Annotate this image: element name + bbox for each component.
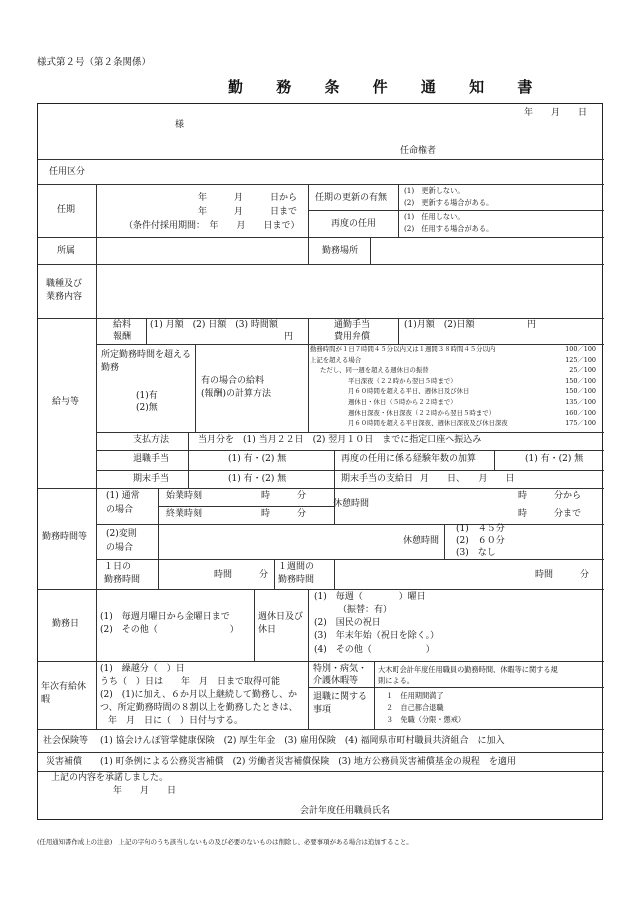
break-time-label-2: 休憩時間 (403, 536, 440, 546)
leave-line-4: つ、所定勤務時間の８割以上を勤務したときは、 (100, 703, 298, 713)
weekly-hours-value: 時間 分 (535, 570, 590, 580)
commute-options: (1)月額 (2)日額 (404, 320, 475, 330)
notice-form (37, 103, 603, 820)
salary-label-1: 給料 (113, 320, 132, 330)
salary-yen: 円 (284, 332, 294, 342)
holiday-label-2: 休日 (258, 625, 277, 635)
leave-line-3: (2) (1)に加え、６か月以上継続して勤務し、か (100, 690, 298, 700)
insurance-text: (1) 協会けんぽ管掌健康保険 (2) 厚生年金 (3) 雇用保険 (4) 福岡県市町村職員共済組合 に加入 (100, 736, 505, 746)
break-time-to: 時 分まで (518, 509, 582, 519)
job-label-1: 職種及び (46, 279, 83, 289)
bonus-label: 期末手当 (133, 474, 170, 484)
experience-add-label: 再度の任用に係る経験年数の加算 (341, 454, 477, 464)
overtime-no: (2)無 (136, 403, 158, 413)
term-from: 年 月 日から (198, 193, 298, 203)
addressee-label: 様 (175, 120, 185, 130)
insurance-label: 社会保険等 (43, 736, 89, 746)
holiday-label-1: 週休日及び (258, 612, 304, 622)
form-number: 様式第２号（第２条関係） (37, 57, 152, 68)
workdays-label: 勤務日 (52, 619, 80, 629)
special-leave-rule-2: 則による。 (378, 676, 414, 685)
acceptance-date: 年 月 日 (113, 786, 177, 796)
salary-label-2: 報酬 (113, 332, 132, 342)
commute-yen: 円 (527, 320, 537, 330)
rate-table (310, 345, 602, 431)
calc-label-1: 有の場合の給料 (201, 376, 265, 386)
rate-value: 100／100 (565, 345, 596, 353)
rate-condition: 平日深夜（２２時から翌日５時まで） (348, 376, 457, 385)
footnote: (任用通知書作成上の注意) 上記の字句のうち該当しないもの及び必要のないものは削除し、必要事項がある場合は追加すること。 (37, 838, 413, 846)
calc-label-2: (報酬)の計算方法 (201, 389, 272, 399)
break-option-3: (3) なし (456, 548, 496, 558)
leave-line-2: うち（ ）日は 年 月 日まで取得可能 (100, 677, 281, 687)
rate-condition: 週休日・休日（５時から２２時まで） (348, 398, 457, 406)
irregular-label-1: (2)変則 (106, 529, 137, 539)
daily-hours-value: 時間 分 (214, 570, 269, 580)
payment-method-label: 支払方法 (133, 435, 170, 445)
rate-condition: 月６０時間を超える平日深夜、週休日深夜及び休日深夜 (348, 419, 508, 428)
workplace-label: 勤務場所 (322, 246, 359, 256)
hours-label: 勤務時間等 (42, 532, 88, 542)
signer-label: 会計年度任用職員氏名 (300, 806, 391, 816)
rate-condition: ただし、同一週を超える週休日の振替 (320, 366, 429, 375)
rate-value: 150／100 (565, 387, 596, 396)
conditional-period: （条件付採用期間： 年 月 日まで） (124, 221, 300, 231)
leave-line-5: 年 月 日に（ ）日付与する。 (108, 716, 244, 726)
rate-value: 160／100 (565, 408, 596, 417)
issue-date: 年 月 日 (524, 108, 588, 118)
rate-value: 150／100 (565, 376, 596, 385)
experience-add-options: (1) 有・(2) 無 (525, 454, 584, 464)
bonus-options: (1) 有・(2) 無 (228, 474, 287, 484)
retirement-matters-label-1: 退職に関する (313, 692, 368, 702)
renewal-option-2: (2) 更新する場合がある。 (404, 198, 494, 207)
retirement-item-3: ３ 免職（分限・懲戒） (386, 715, 466, 724)
rate-condition: 週休日深夜・休日深夜（２２時から翌日５時まで） (348, 408, 495, 417)
rate-value: 135／100 (565, 398, 596, 406)
break-time-from: 時 分から (518, 491, 582, 501)
commute-label-2: 費用弁償 (334, 332, 371, 342)
special-leave-label-2: 介護休暇等 (313, 676, 359, 686)
term-label: 任期 (57, 205, 76, 215)
weekly-hours-label-1: １週間の (278, 562, 315, 572)
holiday-transfer: （振替：有） (338, 605, 393, 615)
holiday-option-4: (4) その他（ ） (314, 645, 435, 655)
belong-label: 所属 (57, 246, 76, 256)
holiday-option-2: (2) 国民の祝日 (314, 618, 381, 628)
special-leave-label-1: 特別・病気・ (313, 664, 368, 674)
break-option-1: (1) ４５分 (456, 524, 505, 534)
payment-method-text: 当月分を (1) 当月２２日 (2) 翌月１０日 までに指定口座へ振込み (198, 435, 482, 445)
disaster-label: 災害補償 (46, 757, 83, 767)
bonus-date-label: 期末手当の支給日 (341, 474, 414, 484)
holiday-option-1: (1) 毎週（ ）曜日 (314, 592, 426, 602)
bonus-dates: 月 日、 月 日 (420, 474, 515, 484)
rate-value: 125／100 (565, 355, 596, 364)
reappoint-option-2: (2) 任用する場合がある。 (404, 224, 494, 233)
annual-leave-label-1: 年次有給休 (41, 682, 87, 692)
overtime-label-2: 勤務 (101, 363, 120, 373)
pay-label: 給与等 (52, 397, 80, 407)
weekly-hours-label-2: 勤務時間 (278, 575, 315, 585)
reappoint-option-1: (1) 任用しない。 (404, 212, 465, 221)
annual-leave-label-2: 暇 (41, 695, 51, 705)
overtime-yes: (1)有 (136, 391, 158, 401)
renewal-option-1: (1) 更新しない。 (404, 186, 465, 195)
daily-hours-label-1: １日の (104, 562, 132, 572)
salary-options: (1) 月額 (2) 日額 (3) 時間額 (150, 320, 278, 330)
retirement-allowance-options: (1) 有・(2) 無 (228, 454, 287, 464)
appointer-label: 任命権者 (400, 146, 437, 156)
appointment-class-label: 任用区分 (49, 167, 86, 177)
overtime-label-1: 所定勤務時間を超える (101, 350, 192, 360)
page-title: 勤 務 条 件 通 知 書 (228, 78, 547, 96)
workdays-option-2: (2) その他（ ） (100, 625, 239, 635)
renewal-label: 任期の更新の有無 (315, 193, 388, 203)
start-time-value: 時 分 (261, 491, 307, 501)
leave-line-1: (1) 繰越分（ ）日 (100, 664, 185, 674)
retirement-matters-label-2: 事項 (313, 705, 332, 715)
commute-label-1: 通勤手当 (334, 320, 371, 330)
reappoint-label: 再度の任用 (331, 219, 377, 229)
disaster-text: (1) 町条例による公務災害補償 (2) 労働者災害補償保険 (3) 地方公務員災害補償基金の規程 を適用 (100, 757, 516, 767)
end-time-value: 時 分 (261, 509, 307, 519)
rate-value: 25／100 (569, 366, 596, 375)
end-time-label: 終業時刻 (166, 509, 203, 519)
normal-label-1: (1) 通常 (106, 491, 140, 501)
retirement-item-1: １ 任用期間満了 (386, 691, 444, 700)
break-time-label: 休憩時間 (333, 499, 370, 509)
workdays-option-1: (1) 毎週月曜日から金曜日まで (100, 612, 230, 622)
acceptance-text: 上記の内容を承諾しました。 (51, 773, 169, 783)
start-time-label: 始業時刻 (166, 491, 203, 501)
special-leave-rule-1: 大木町会計年度任用職員の勤務時間、休暇等に関する規 (378, 665, 558, 674)
rate-condition: 勤務時間が１日７時間４５分以内又は１週間３８時間４５分以内 (310, 345, 496, 353)
irregular-label-2: の場合 (106, 543, 134, 553)
rate-condition: 月６０時間を超える平日、週休日及び休日 (348, 387, 470, 396)
term-to: 年 月 日まで (198, 207, 298, 217)
job-label-2: 業務内容 (46, 292, 83, 302)
retirement-item-2: ２ 自己都合退職 (386, 703, 444, 712)
retirement-allowance-label: 退職手当 (133, 454, 170, 464)
holiday-option-3: (3) 年末年始（祝日を除く。） (314, 631, 440, 641)
break-option-2: (2) ６０分 (456, 536, 505, 546)
rate-condition: 上記を超える場合 (310, 355, 362, 364)
daily-hours-label-2: 勤務時間 (104, 575, 141, 585)
normal-label-2: の場合 (106, 505, 134, 515)
rate-value: 175／100 (565, 419, 596, 428)
